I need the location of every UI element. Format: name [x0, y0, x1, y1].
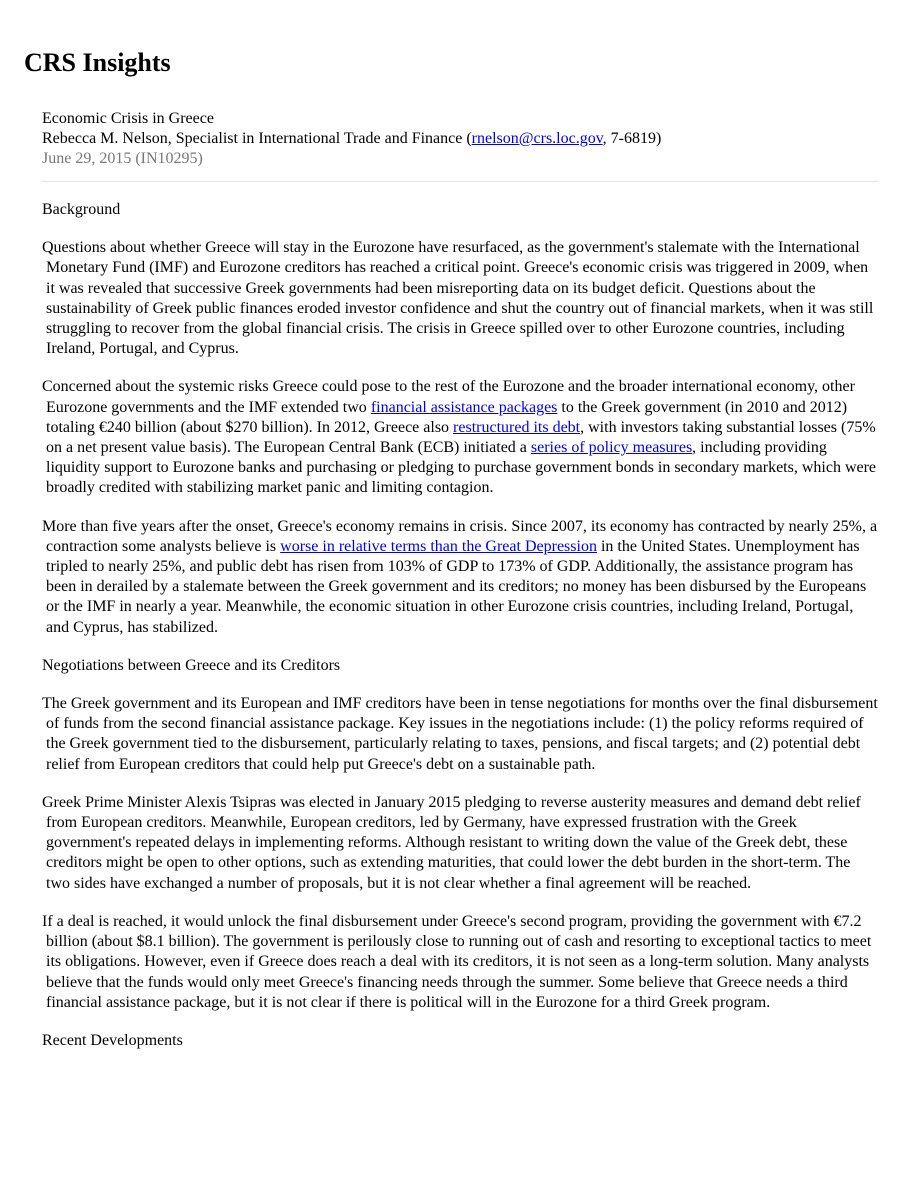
author-phone: , 7-6819) — [602, 130, 662, 147]
paragraph-text: in the United States. Unemployment has tripled to nearly 25%, and public debt has risen from 103% of GDP to 173% of GDP. Additionally, the assistance program has been in derailed by a stalemate between the Greek government and its creditors; no money has been disbursed by the Europeans or the IMF in nearly a year. Meanwhile, the economic situation in other Eurozone crisis countries, including Ireland, Portugal, and Cyprus, has stabilized. — [46, 537, 867, 636]
report-title: Economic Crisis in Greece — [42, 110, 214, 127]
author-name: Rebecca M. Nelson, Specialist in International Trade and Finance ( — [42, 130, 472, 147]
report-date: June 29, 2015 (IN10295) — [42, 150, 203, 167]
author-email-link[interactable]: rnelson@crs.loc.gov — [471, 130, 603, 147]
paragraph-background-2 — [42, 377, 878, 498]
paragraph-background-3 — [42, 517, 878, 638]
page-title: CRS Insights — [24, 48, 171, 77]
paragraph-text: , including providing liquidity support to Eurozone banks and purchasing or pledging to purchase government bonds in secondary markets, which were broadly credited with stabilizing market panic and limiting contagion. — [46, 439, 877, 497]
paragraph-text: Concerned about the systemic risks Greece could pose to the rest of the Eurozone and the broader international economy, other Eurozone governments and the IMF extended two — [42, 378, 855, 416]
paragraph-text: , with investors taking substantial losses (75% on a net present value basis). The European Central Bank (ECB) initiated a — [46, 418, 876, 457]
paragraph-negotiations-2: Greek Prime Minister Alexis Tsipras was elected in January 2015 pledging to reverse austerity measures and demand debt relief from European creditors. Meanwhile, European creditors, led by Germany, have expressed frustration with the Greek government's repeated delays in implementing reforms. Although resistant to writing down the value of the Greek debt, these creditors might be open to other options, such as extending maturities, that could lower the debt burden in the short-term. The two sides have exchanged a number of proposals, but it is not clear whether a final agreement will be reached. — [42, 793, 861, 892]
article-body — [42, 200, 878, 1069]
link-restructured-debt[interactable]: restructured its debt — [453, 418, 581, 436]
link-policy-measures[interactable]: series of policy measures — [530, 439, 693, 457]
paragraph-background-1: Questions about whether Greece will stay in the Eurozone have resurfaced, as the government's stalemate with the International Monetary Fund (IMF) and Eurozone creditors has reached a critical point. Greece's economic crisis was triggered in 2009, when it was revealed that successive Greek governments had been misreporting data on its budget deficit. Questions about the sustainability of Greek public finances eroded investor confidence and shut the country out of financial markets, when it was still struggling to recover from the global financial crisis. The crisis in Greece spilled over to other Eurozone countries, including Ireland, Portugal, and Cyprus. — [42, 239, 874, 358]
section-heading-negotiations: Negotiations between Greece and its Creditors — [42, 656, 341, 674]
paragraph-text: to the Greek government (in 2010 and 2012) totaling €240 billion (about $270 billion). In 2012, Greece also — [46, 398, 848, 436]
link-great-depression[interactable]: worse in relative terms than the Great Depression — [280, 537, 597, 555]
paragraph-negotiations-1: The Greek government and its European and IMF creditors have been in tense negotiations for months over the final disbursement of funds from the second financial assistance package. Key issues in the negotiations include: (1) the policy reforms required of the Greek government tied to the disbursement, particularly relating to taxes, pensions, and fiscal targets; and (2) potential debt relief from European creditors that could help put Greece's debt on a sustainable path. — [42, 695, 878, 773]
header-divider — [42, 181, 878, 182]
paragraph-negotiations-3: If a deal is reached, it would unlock the final disbursement under Greece's second program, providing the government with €7.2 billion (about $8.1 billion). The government is perilously close to running out of cash and resorting to exceptional tactics to meet its obligations. However, even if Greece does reach a deal with its creditors, it is not seen as a long-term solution. Many analysts believe that the funds would only meet Greece's financing needs through the summer. Some believe that Greece needs a third financial assistance package, but it is not clear if there is political will in the Eurozone for a third Greek program. — [42, 912, 872, 1011]
paragraph-text: More than five years after the onset, Greece's economy remains in crisis. Since 2007, its economy has contracted by nearly 25%, a contraction some analysts believe is — [42, 517, 878, 555]
section-heading-background: Background — [42, 201, 121, 218]
author-line — [42, 129, 878, 149]
report-header — [42, 109, 878, 169]
link-financial-assistance-packages[interactable]: financial assistance packages — [370, 398, 558, 416]
section-heading-recent-developments: Recent Developments — [42, 1031, 183, 1049]
